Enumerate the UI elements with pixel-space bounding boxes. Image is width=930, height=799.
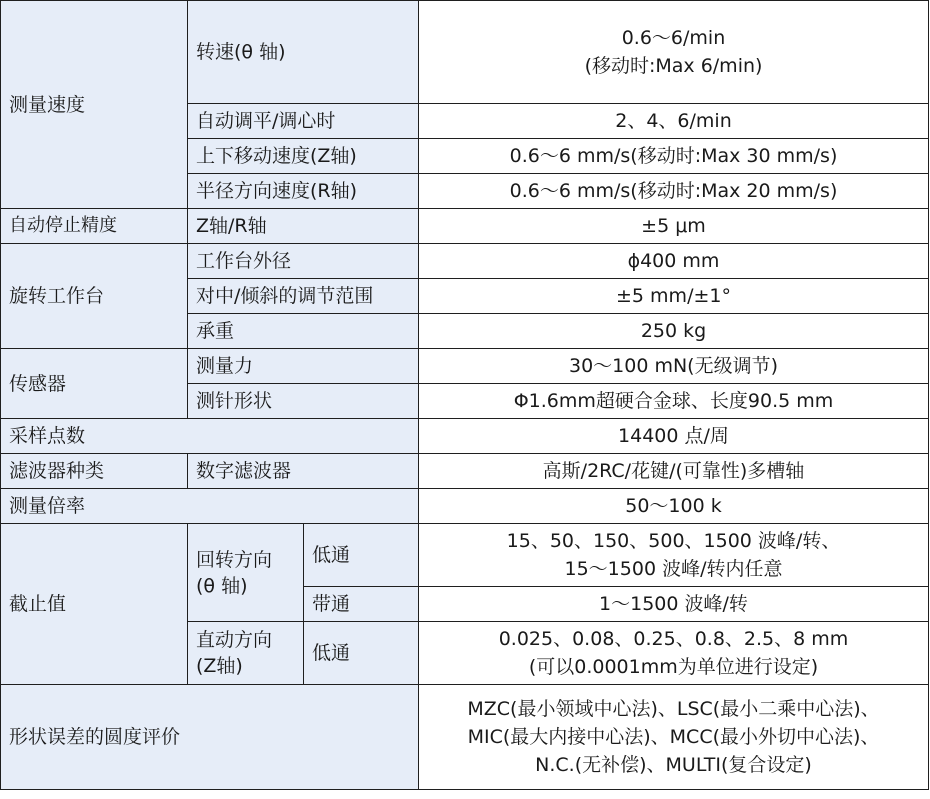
- table-diameter-label: 工作台外径: [188, 244, 419, 279]
- sampling-points-header: 采样点数: [1, 419, 419, 454]
- table-row: [1, 209, 929, 244]
- load-capacity-value: 250 kg: [419, 314, 929, 349]
- sensor-header: 传感器: [1, 349, 188, 419]
- rotation-lowpass-value: 15、50、150、500、1500 波峰/转、 15〜1500 波峰/转内任意: [419, 524, 929, 587]
- roundness-evaluation-value: MZC(最小领域中心法)、LSC(最小二乘中心法)、 MIC(最大内接中心法)、MCC(最小外切中心法)、 N.C.(无补偿)、MULTI(复合设定): [419, 685, 929, 790]
- auto-stop-value: ±5 μm: [419, 209, 929, 244]
- measuring-force-value: 30〜100 mN(无级调节): [419, 349, 929, 384]
- linear-lowpass-label: 低通: [304, 622, 419, 685]
- table-row: [1, 524, 929, 587]
- linear-lowpass-value: 0.025、0.08、0.25、0.8、2.5、8 mm (可以0.0001mm为单位进行设定): [419, 622, 929, 685]
- auto-level-value: 2、4、6/min: [419, 104, 929, 139]
- bandpass-label: 带通: [304, 587, 419, 622]
- auto-level-label: 自动调平/调心时: [188, 104, 419, 139]
- filter-type-value: 高斯/2RC/花键/(可靠性)多槽轴: [419, 454, 929, 489]
- linear-direction-label: 直动方向 (Z轴): [188, 622, 304, 685]
- table-diameter-value: ϕ400 mm: [419, 244, 929, 279]
- stylus-shape-label: 测针形状: [188, 384, 419, 419]
- lowpass-label: 低通: [304, 524, 419, 587]
- measure-speed-header: 测量速度: [1, 1, 188, 209]
- cutoff-header: 截止值: [1, 524, 188, 685]
- table-row: [1, 489, 929, 524]
- magnification-header: 测量倍率: [1, 489, 419, 524]
- digital-filter-label: 数字滤波器: [188, 454, 419, 489]
- stylus-shape-value: Φ1.6mm超硬合金球、长度90.5 mm: [419, 384, 929, 419]
- table-row: [1, 244, 929, 279]
- sampling-points-value: 14400 点/周: [419, 419, 929, 454]
- auto-stop-axis-label: Z轴/R轴: [188, 209, 419, 244]
- auto-stop-header: 自动停止精度: [1, 209, 188, 244]
- magnification-value: 50〜100 k: [419, 489, 929, 524]
- rotation-speed-value: 0.6〜6/min (移动时:Max 6/min): [419, 1, 929, 104]
- table-row: [1, 685, 929, 790]
- z-speed-label: 上下移动速度(Z轴): [188, 139, 419, 174]
- r-speed-label: 半径方向速度(R轴): [188, 174, 419, 209]
- table-row: [1, 1, 929, 104]
- z-speed-value: 0.6〜6 mm/s(移动时:Max 30 mm/s): [419, 139, 929, 174]
- centering-range-label: 对中/倾斜的调节范围: [188, 279, 419, 314]
- load-capacity-label: 承重: [188, 314, 419, 349]
- filter-type-header: 滤波器种类: [1, 454, 188, 489]
- rotation-direction-label: 回转方向 (θ 轴): [188, 524, 304, 622]
- centering-range-value: ±5 mm/±1°: [419, 279, 929, 314]
- rotary-table-header: 旋转工作台: [1, 244, 188, 349]
- table-row: [1, 419, 929, 454]
- table-row: [1, 349, 929, 384]
- table-row: [1, 454, 929, 489]
- measuring-force-label: 测量力: [188, 349, 419, 384]
- rotation-bandpass-value: 1〜1500 波峰/转: [419, 587, 929, 622]
- r-speed-value: 0.6〜6 mm/s(移动时:Max 20 mm/s): [419, 174, 929, 209]
- rotation-speed-label: 转速(θ 轴): [188, 1, 419, 104]
- roundness-evaluation-header: 形状误差的圆度评价: [1, 685, 419, 790]
